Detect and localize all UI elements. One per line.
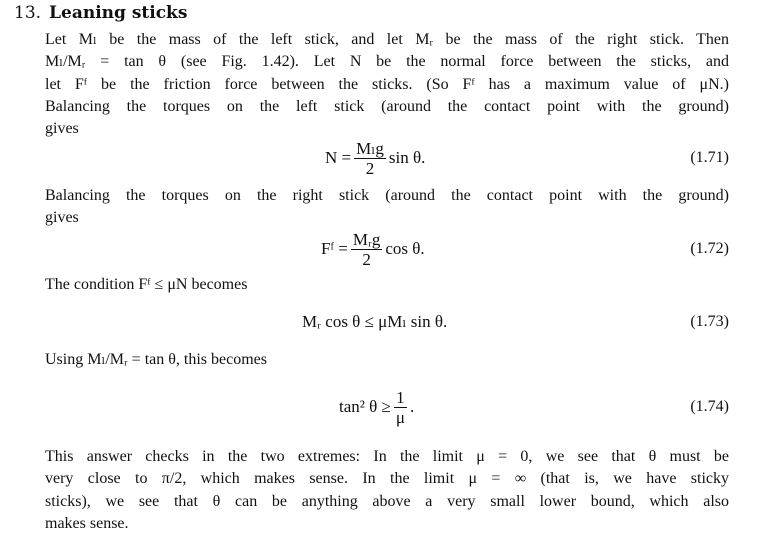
text-line: Let Mₗ be the mass of the left stick, and let Mᵣ be the mass of the right stick. Then	[45, 31, 729, 48]
fraction-denominator: 2	[365, 158, 375, 178]
fraction-numerator: Mᵣg	[352, 229, 381, 249]
fraction	[394, 388, 407, 427]
conclusion-paragraph	[45, 446, 729, 535]
equation-1-73	[45, 299, 729, 345]
fraction-numerator: 1	[396, 387, 405, 407]
text-line: sticks), we see that θ can be anything above a very small lower bound, which also	[45, 492, 729, 510]
equation-1-72	[45, 226, 729, 272]
text-line: Mₗ/Mᵣ = tan θ (see Fig. 1.42). Let N be the normal force between the sticks, and	[45, 53, 729, 71]
text-line: Using Mₗ/Mᵣ = tan θ, this becomes	[45, 351, 268, 368]
equation-rhs: cos θ.	[385, 239, 425, 258]
text-line: makes sense.	[45, 514, 129, 532]
equation-lhs: Fᶠ =	[321, 239, 348, 258]
equation-number: (1.71)	[690, 149, 729, 166]
text-line: This answer checks in the two extremes: In the limit μ = 0, we see that θ must be	[45, 448, 729, 465]
text-line: gives	[45, 209, 79, 227]
equation-lhs: N =	[325, 148, 352, 167]
fraction	[354, 139, 386, 178]
equation-1-71	[45, 135, 729, 181]
text-line: The condition Fᶠ ≤ μN becomes	[45, 276, 248, 293]
fraction-denominator: μ	[395, 407, 405, 427]
right-stick-paragraph	[45, 185, 729, 230]
equation-lhs: tan² θ ≥	[339, 397, 391, 416]
fraction-denominator: 2	[362, 249, 371, 269]
text-line: Balancing the torques on the right stick (around the contact point with the ground)	[45, 187, 729, 204]
text-line: very close to π/2, which makes sense. In the limit μ = ∞ (that is, we have sticky	[45, 470, 729, 488]
problem-number: 13.	[14, 3, 42, 23]
intro-paragraph	[45, 29, 729, 140]
equation-1-74	[45, 384, 729, 430]
problem-heading	[14, 2, 187, 24]
equation-rhs: sin θ.	[388, 148, 426, 167]
equation-number: (1.72)	[690, 240, 729, 257]
condition-paragraph	[45, 274, 729, 296]
fraction-numerator: Mₗg	[356, 138, 384, 158]
text-line: let Fᶠ be the friction force between the sticks. (So Fᶠ has a maximum value of μN.)	[45, 75, 729, 93]
text-line: gives	[45, 120, 79, 138]
equation-expression: Mᵣ cos θ ≤ μMₗ sin θ.	[302, 312, 448, 331]
fraction	[351, 230, 383, 269]
equation-number: (1.73)	[690, 313, 729, 330]
text-line: Balancing the torques on the left stick (around the contact point with the ground)	[45, 97, 729, 115]
problem-title: Leaning sticks	[49, 3, 188, 23]
equation-rhs: .	[409, 397, 415, 416]
substitution-paragraph	[45, 349, 729, 371]
equation-number: (1.74)	[690, 398, 729, 415]
